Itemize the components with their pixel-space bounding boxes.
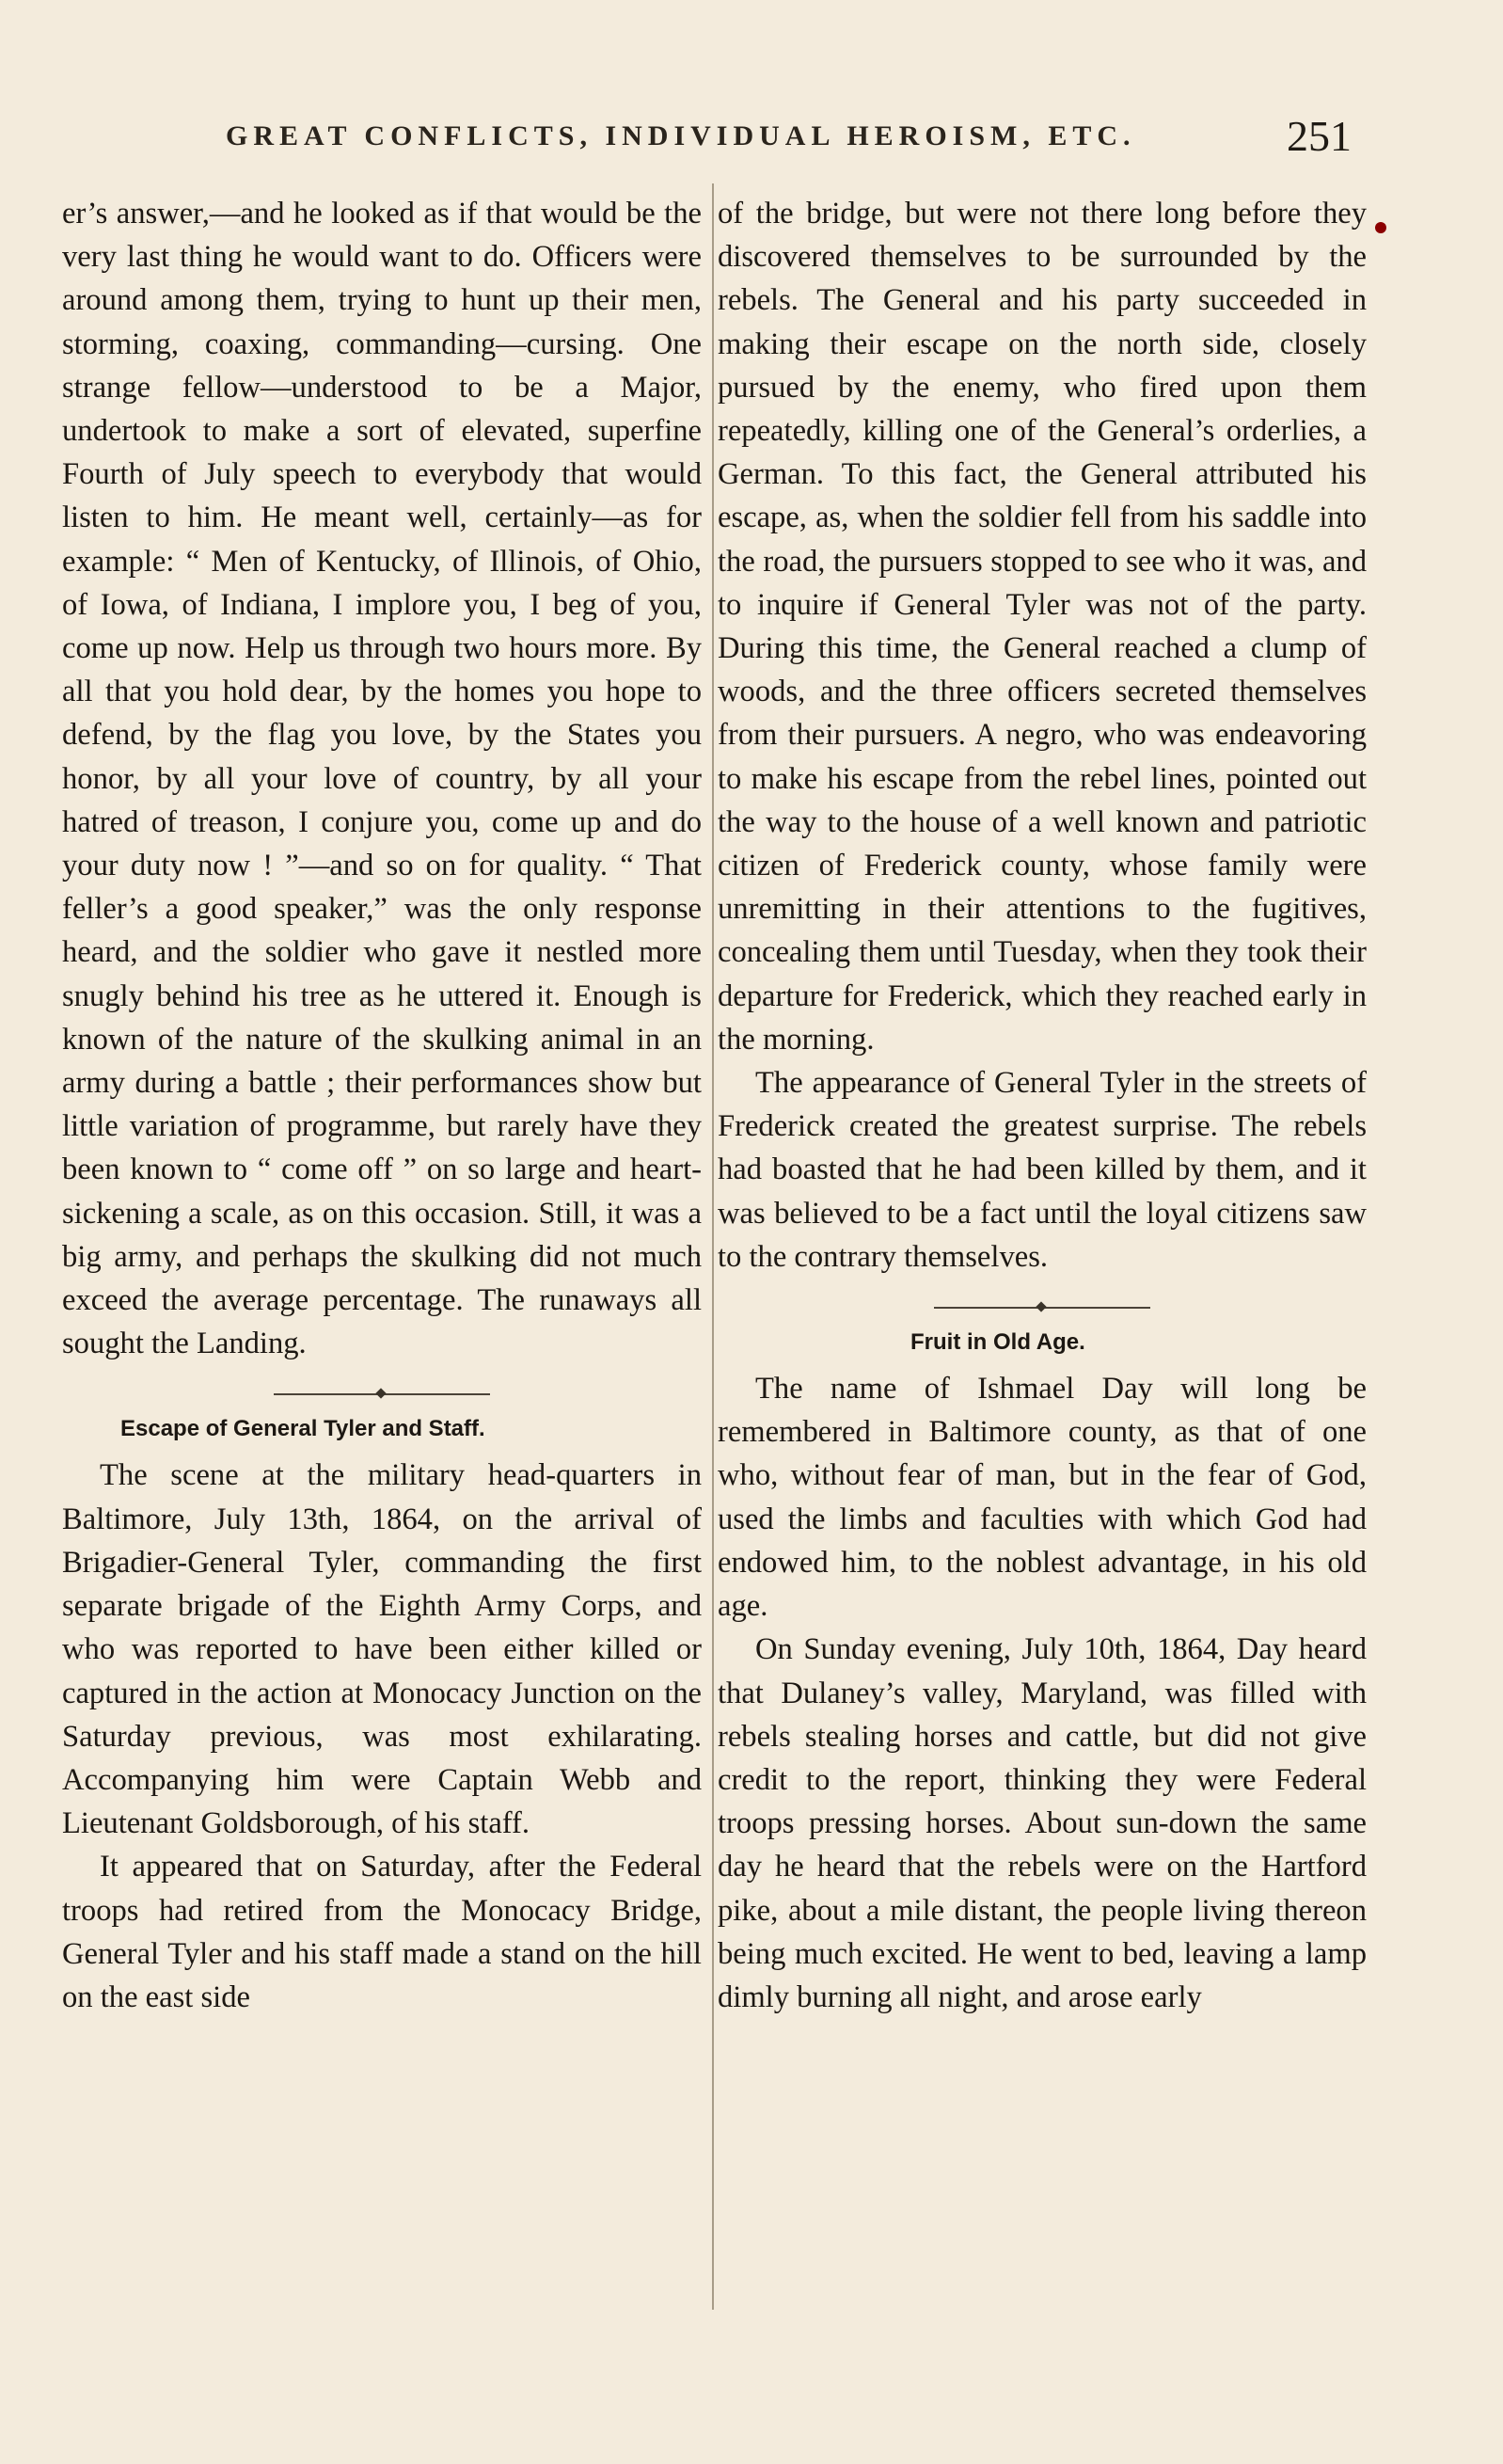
right-column [718,192,1367,2019]
running-header [226,120,1336,152]
section-separator [274,1393,490,1395]
running-title: GREAT CONFLICTS, INDIVIDUAL HEROISM, ETC. [226,120,1136,151]
paragraph: It appeared that on Saturday, after the Federal troops had retired from the Monocacy Bridge, General Tyler and his staff made a stand on the hill on the east side [62,1850,702,2014]
section-heading: Escape of General Tyler and Staff. [120,1416,485,1442]
ink-speck [1375,222,1386,233]
paragraph: On Sunday evening, July 10th, 1864, Day heard that Dulaney’s valley, Maryland, was filled with rebels stealing horses and cattle, but did not give credit to the report, thinking they were Federal troops pressing horses. About sun-down the same day he heard that the rebels were on the Hartford pike, about a mile distant, the people living thereon being much excited. He went to bed, leaving a lamp dimly burning all night, and arose early [718,1632,1367,2014]
section-heading: Fruit in Old Age. [910,1329,1085,1356]
page-number: 251 [1287,112,1352,160]
section-separator [934,1307,1150,1309]
column-divider [712,183,714,2310]
left-column [62,192,702,2019]
paragraph: The name of Ishmael Day will long be remembered in Baltimore county, as that of one who, without fear of man, but in the fear of God, used the limbs and faculties with which God had endowed him, to the noblest advantage, in his old age. [718,1372,1367,1624]
paragraph: The scene at the military head-quarters in Baltimore, July 13th, 1864, on the arrival of Brigadier-General Tyler, commanding the first separate brigade of the Eighth Army Corps, and who was reported to have been either killed or captured in the action at Monocacy Junction on the Saturday previous, was most exhilarating. Accompanying him were Captain Webb and Lieutenant Goldsborough, of his staff. [62,1458,702,1841]
paragraph: er’s answer,—and he looked as if that would be the very last thing he would want to do. Officers were around among them, trying to hunt up their men, storming, coaxing, commanding—cursing. One strange fellow—understood to be a Major, undertook to make a sort of elevated, superfine Fourth of July speech to everybody that would listen to him. He meant well, certainly—as for example: “ Men of Kentucky, of Illinois, of Ohio, of Iowa, of Indiana, I implore you, I beg of you, come up now. Help us through two hours more. By all that you hold dear, by the homes you hope to defend, by the flag you love, by the States you honor, by all your love of country, by all your hatred of treason, I conjure you, come up and do your duty now ! ”—and so on for quality. “ That feller’s a good speaker,” was the only response heard, and the soldier who gave it nestled more snugly behind his tree as he uttered it. Enough is known of the nature of the skulking animal in an army during a battle ; their performances show but little variation of programme, but rarely have they been known to “ come off ” on so large and heart-sickening a scale, as on this occasion. Still, it was a big army, and perhaps the skulking did not much exceed the average percentage. The runaways all sought the Landing. [62,197,702,1361]
paragraph: of the bridge, but were not there long before they discovered themselves to be surrounded by the rebels. The General and his party succeeded in making their escape on the north side, closely pursued by the enemy, who fired upon them repeatedly, killing one of the General’s orderlies, a German. To this fact, the General attributed his escape, as, when the soldier fell from his saddle into the road, the pursuers stopped to see who it was, and to inquire if General Tyler was not of the party. During this time, the General reached a clump of woods, and the three officers secreted themselves from their pursuers. A negro, who was endeavoring to make his escape from the rebel lines, pointed out the way to the house of a well known and patriotic citizen of Frederick county, whose family were unremitting in their attentions to the fugitives, concealing them until Tuesday, when they took their departure for Frederick, which they reached early in the morning. [718,197,1367,1057]
paragraph: The appearance of General Tyler in the streets of Frederick created the greatest surprise. The rebels had boasted that he had been killed by them, and it was believed to be a fact until the loyal citizens saw to the contrary themselves. [718,1066,1367,1274]
